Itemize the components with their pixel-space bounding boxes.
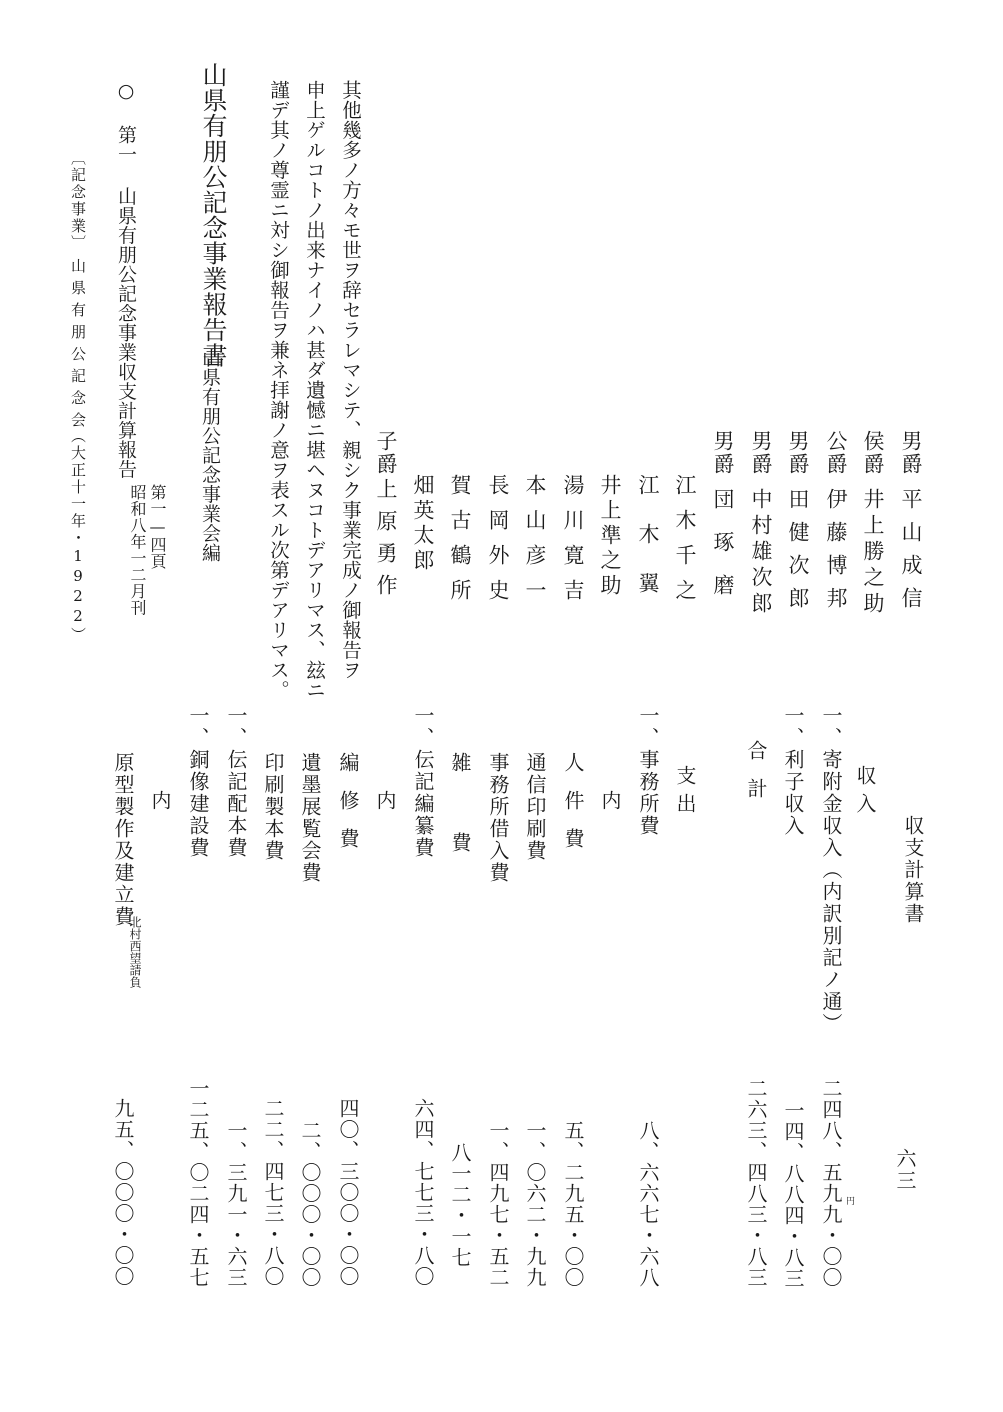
member-name: 井上勝之助 [861,488,885,618]
expense-header: 支出 [673,765,697,821]
source-editor: 山県有朋公記念事業会編 [199,348,221,563]
income-total-label: 合計 [744,740,768,816]
account-title: 収支計算書 [901,815,925,925]
expense-sublabel: 印刷製本費 [261,752,285,862]
category-year: （大正十一年・1922） [69,428,87,644]
member-name: 上原勇作 [374,478,398,606]
member-rank: 子爵 [374,430,398,476]
income-header: 収入 [853,765,877,821]
member-name: 本山彦一 [523,474,547,614]
expense-sublabel: 事務所借入費 [486,752,510,884]
member-entry [712,430,733,617]
expense-amount: 二、〇〇〇・〇〇 [298,1120,322,1288]
category-tag: 〔記念事業〕 [69,150,87,252]
expense-label: 一、銅像建設費 [186,705,210,859]
expense-sublabel: 遺墨展覧会費 [298,752,322,884]
expense-sublabel: 雑費 [448,752,472,912]
expense-amount: 一、〇六二・九九 [523,1120,547,1288]
income-amount: 一四、八八四・八三 [781,1100,805,1289]
breakdown-label: 内 [148,790,172,812]
breakdown-label: 内 [598,790,622,812]
member-name: 湯川寛吉 [561,474,585,614]
expense-amount: 八、六六七・六八 [636,1120,660,1288]
prose-line: 其他幾多ノ方々モ世ヲ辞セラレマシテ、親シク事業完成ノ御報告ヲ [339,80,362,680]
member-entry [900,430,921,620]
prose-line: 申上ゲルコトノ出来ナイノハ甚ダ遺憾ニ堪ヘヌコトデアリマス、玆ニ [303,80,326,700]
breakdown-label: 内 [373,790,397,812]
expense-amount: 八一二・一七 [448,1142,472,1268]
member-entry [825,430,846,620]
expense-sublabel: 通信印刷費 [523,752,547,862]
member-rank: 男爵 [711,430,735,476]
income-label: 一、寄附金収入（内訳別記ノ通） [819,705,843,1035]
member-name: 平山成信 [899,488,923,620]
member-name: 団琢磨 [711,488,735,617]
expense-sublabel: 人件費 [561,752,585,866]
page-number: 六三 [893,1148,917,1192]
expense-amount: 五、二九五・〇〇 [561,1120,585,1288]
source-title: 山県有朋公記念事業報告書 [199,62,228,368]
contractor-note: 北村西望請負 [128,916,142,988]
member-entry [750,430,771,618]
member-rank: 男爵 [749,430,773,476]
expense-amount: 一、三九一・六三 [224,1120,248,1288]
expense-amount: 九五、〇〇〇・〇〇 [111,1098,135,1287]
expense-amount: 六四、七七三・八〇 [411,1098,435,1287]
source-pages: 第一—四頁 [148,484,167,570]
expense-label: 一、伝記配本費 [224,705,248,859]
expense-amount: 一、四九七・五二 [486,1120,510,1288]
expense-sublabel: 編修費 [336,752,360,866]
member-rank: 男爵 [899,430,923,476]
income-total-amount: 二六三、四八三・八三 [744,1078,768,1288]
member-entry [375,430,396,606]
income-amount: 二四八、五九九・〇〇 [819,1078,843,1288]
member-rank: 男爵 [786,430,810,476]
income-label: 一、利子収入 [781,705,805,837]
member-name: 畑英太郎 [411,474,435,574]
source-date: 昭和八年一二月刊 [128,484,147,616]
currency-unit: 円 [844,1196,854,1205]
member-name: 中村雄次郎 [749,488,773,618]
member-name: 田健次郎 [786,488,810,620]
member-rank: 侯爵 [861,430,885,476]
member-name: 伊藤博邦 [824,488,848,620]
member-name: 江木翼 [636,474,660,621]
category-org: 山県有朋公記念会 [69,258,87,434]
member-name: 井上準之助 [598,474,622,599]
section-heading: ○ 第一 山県有朋公記念事業収支計算報告 [115,80,137,479]
expense-label: 一、伝記編纂費 [411,705,435,859]
member-name: 長岡外史 [486,474,510,614]
member-name: 江木千之 [673,474,697,614]
member-name: 賀古鶴所 [448,474,472,614]
member-rank: 公爵 [824,430,848,476]
expense-amount: 一二五、〇二四・五七 [186,1078,210,1288]
expense-amount: 四〇、三〇〇・〇〇 [336,1098,360,1287]
expense-label: 一、事務所費 [636,705,660,837]
expense-amount: 二二、四七三・八〇 [261,1098,285,1287]
prose-line: 謹デ其ノ尊霊ニ対シ御報告ヲ兼ネ拝謝ノ意ヲ表スル次第デアリマス。 [267,80,290,700]
expense-sublabel: 原型製作及建立費 [111,752,135,928]
member-entry [787,430,808,620]
member-entry [862,430,883,618]
